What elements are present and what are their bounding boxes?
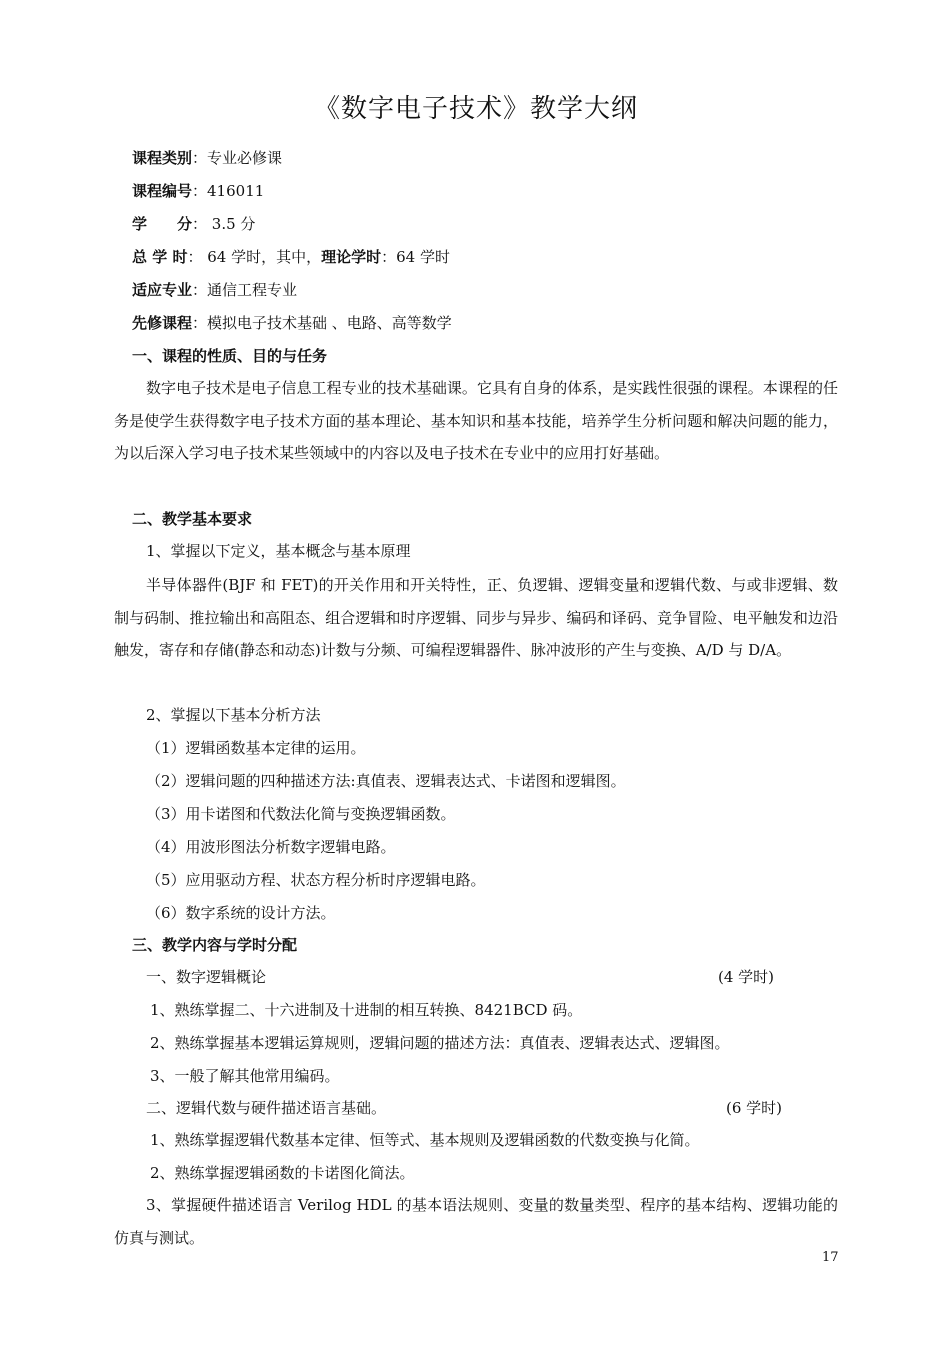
chapter1-item: 2、熟练掌握基本逻辑运算规则，逻辑问题的描述方法：真值表、逻辑表达式、逻辑图。 — [150, 1034, 730, 1052]
chapter2-title: 二、逻辑代数与硬件描述语言基础。 — [146, 1099, 387, 1117]
method-item: （6）数字系统的设计方法。 — [146, 904, 336, 922]
section3-heading: 三、教学内容与学时分配 — [132, 936, 298, 954]
section2-item2: 2、掌握以下基本分析方法 — [146, 706, 321, 724]
section1-paragraph: 数字电子技术是电子信息工程专业的技术基础课。它具有自身的体系，是实践性很强的课程。本课程的任务是使学生获得数字电子技术方面的基本理论、基本知识和基本技能，培养学生分析问题和解决问题的能力，为以后深入学习电子技术某些领域中的内容以及电子技术在专业中的应用打好基础。 — [114, 379, 838, 463]
info-prereq — [132, 313, 452, 333]
code-value: ：416011 — [192, 182, 265, 200]
credit-label: 学 分 — [132, 215, 193, 233]
category-value: ：专业必修课 — [192, 149, 283, 167]
chapter2-item: 2、熟练掌握逻辑函数的卡诺图化简法。 — [150, 1164, 415, 1182]
method-item: （4）用波形图法分析数字逻辑电路。 — [146, 838, 396, 856]
chapter2-item3: 3、掌握硬件描述语言 Verilog HDL 的基本语法规则、变量的数量类型、程序的基本结构、逻辑功能的仿真与测试。 — [114, 1196, 838, 1247]
hours-label: 总 学 时 — [132, 248, 188, 266]
section2-item1: 1、掌握以下定义，基本概念与基本原理 — [146, 542, 411, 560]
method-item: （2）逻辑问题的四种描述方法:真值表、逻辑表达式、卡诺图和逻辑图。 — [146, 772, 626, 790]
chapter1-item: 3、一般了解其他常用编码。 — [150, 1067, 340, 1085]
theory-value: ：64 学时 — [381, 248, 450, 266]
category-label: 课程类别 — [132, 149, 193, 167]
info-code — [132, 181, 264, 201]
prereq-value: ：模拟电子技术基础 、电路、高等数学 — [192, 314, 452, 332]
info-category — [132, 148, 282, 168]
method-item: （1）逻辑函数基本定律的运用。 — [146, 739, 366, 757]
major-value: ：通信工程专业 — [192, 281, 298, 299]
credit-value: ： 3.5 分 — [192, 215, 256, 233]
prereq-label: 先修课程 — [132, 314, 193, 332]
method-item: （3）用卡诺图和代数法化简与变换逻辑函数。 — [146, 805, 456, 823]
info-credit — [132, 214, 255, 234]
info-hours — [132, 247, 450, 267]
theory-label: 理论学时 — [321, 248, 382, 266]
page-number: 17 — [822, 1250, 839, 1265]
page-title: 《数字电子技术》教学大纲 — [313, 94, 638, 124]
chapter1-item: 1、熟练掌握二、十六进制及十进制的相互转换、8421BCD 码。 — [150, 1001, 583, 1019]
hours-value: ： 64 学时，其中， — [187, 248, 322, 266]
chapter2-item: 1、熟练掌握逻辑代数基本定律、恒等式、基本规则及逻辑函数的代数变换与化简。 — [150, 1131, 700, 1149]
code-label: 课程编号 — [132, 182, 193, 200]
method-item: （5）应用驱动方程、状态方程分析时序逻辑电路。 — [146, 871, 486, 889]
chapter1-title: 一、数字逻辑概论 — [146, 968, 267, 986]
section1-heading: 一、课程的性质、目的与任务 — [132, 347, 328, 365]
section2-paragraph: 半导体器件(BJF 和 FET)的开关作用和开关特性，正、负逻辑、逻辑变量和逻辑代数、与或非逻辑、数制与码制、推拉输出和高阻态、组合逻辑和时序逻辑、同步与异步、编码和译码、竞争冒险、电平触发和边沿触发，寄存和存储(静态和动态)计数与分频、可编程逻辑器件、脉冲波形的产生与变换、A/D 与 D/A。 — [114, 576, 838, 660]
section2-heading: 二、教学基本要求 — [132, 510, 253, 528]
info-major — [132, 280, 297, 300]
chapter1-hours: (4 学时) — [718, 968, 775, 986]
chapter2-hours: (6 学时) — [726, 1099, 783, 1117]
major-label: 适应专业 — [132, 281, 193, 299]
